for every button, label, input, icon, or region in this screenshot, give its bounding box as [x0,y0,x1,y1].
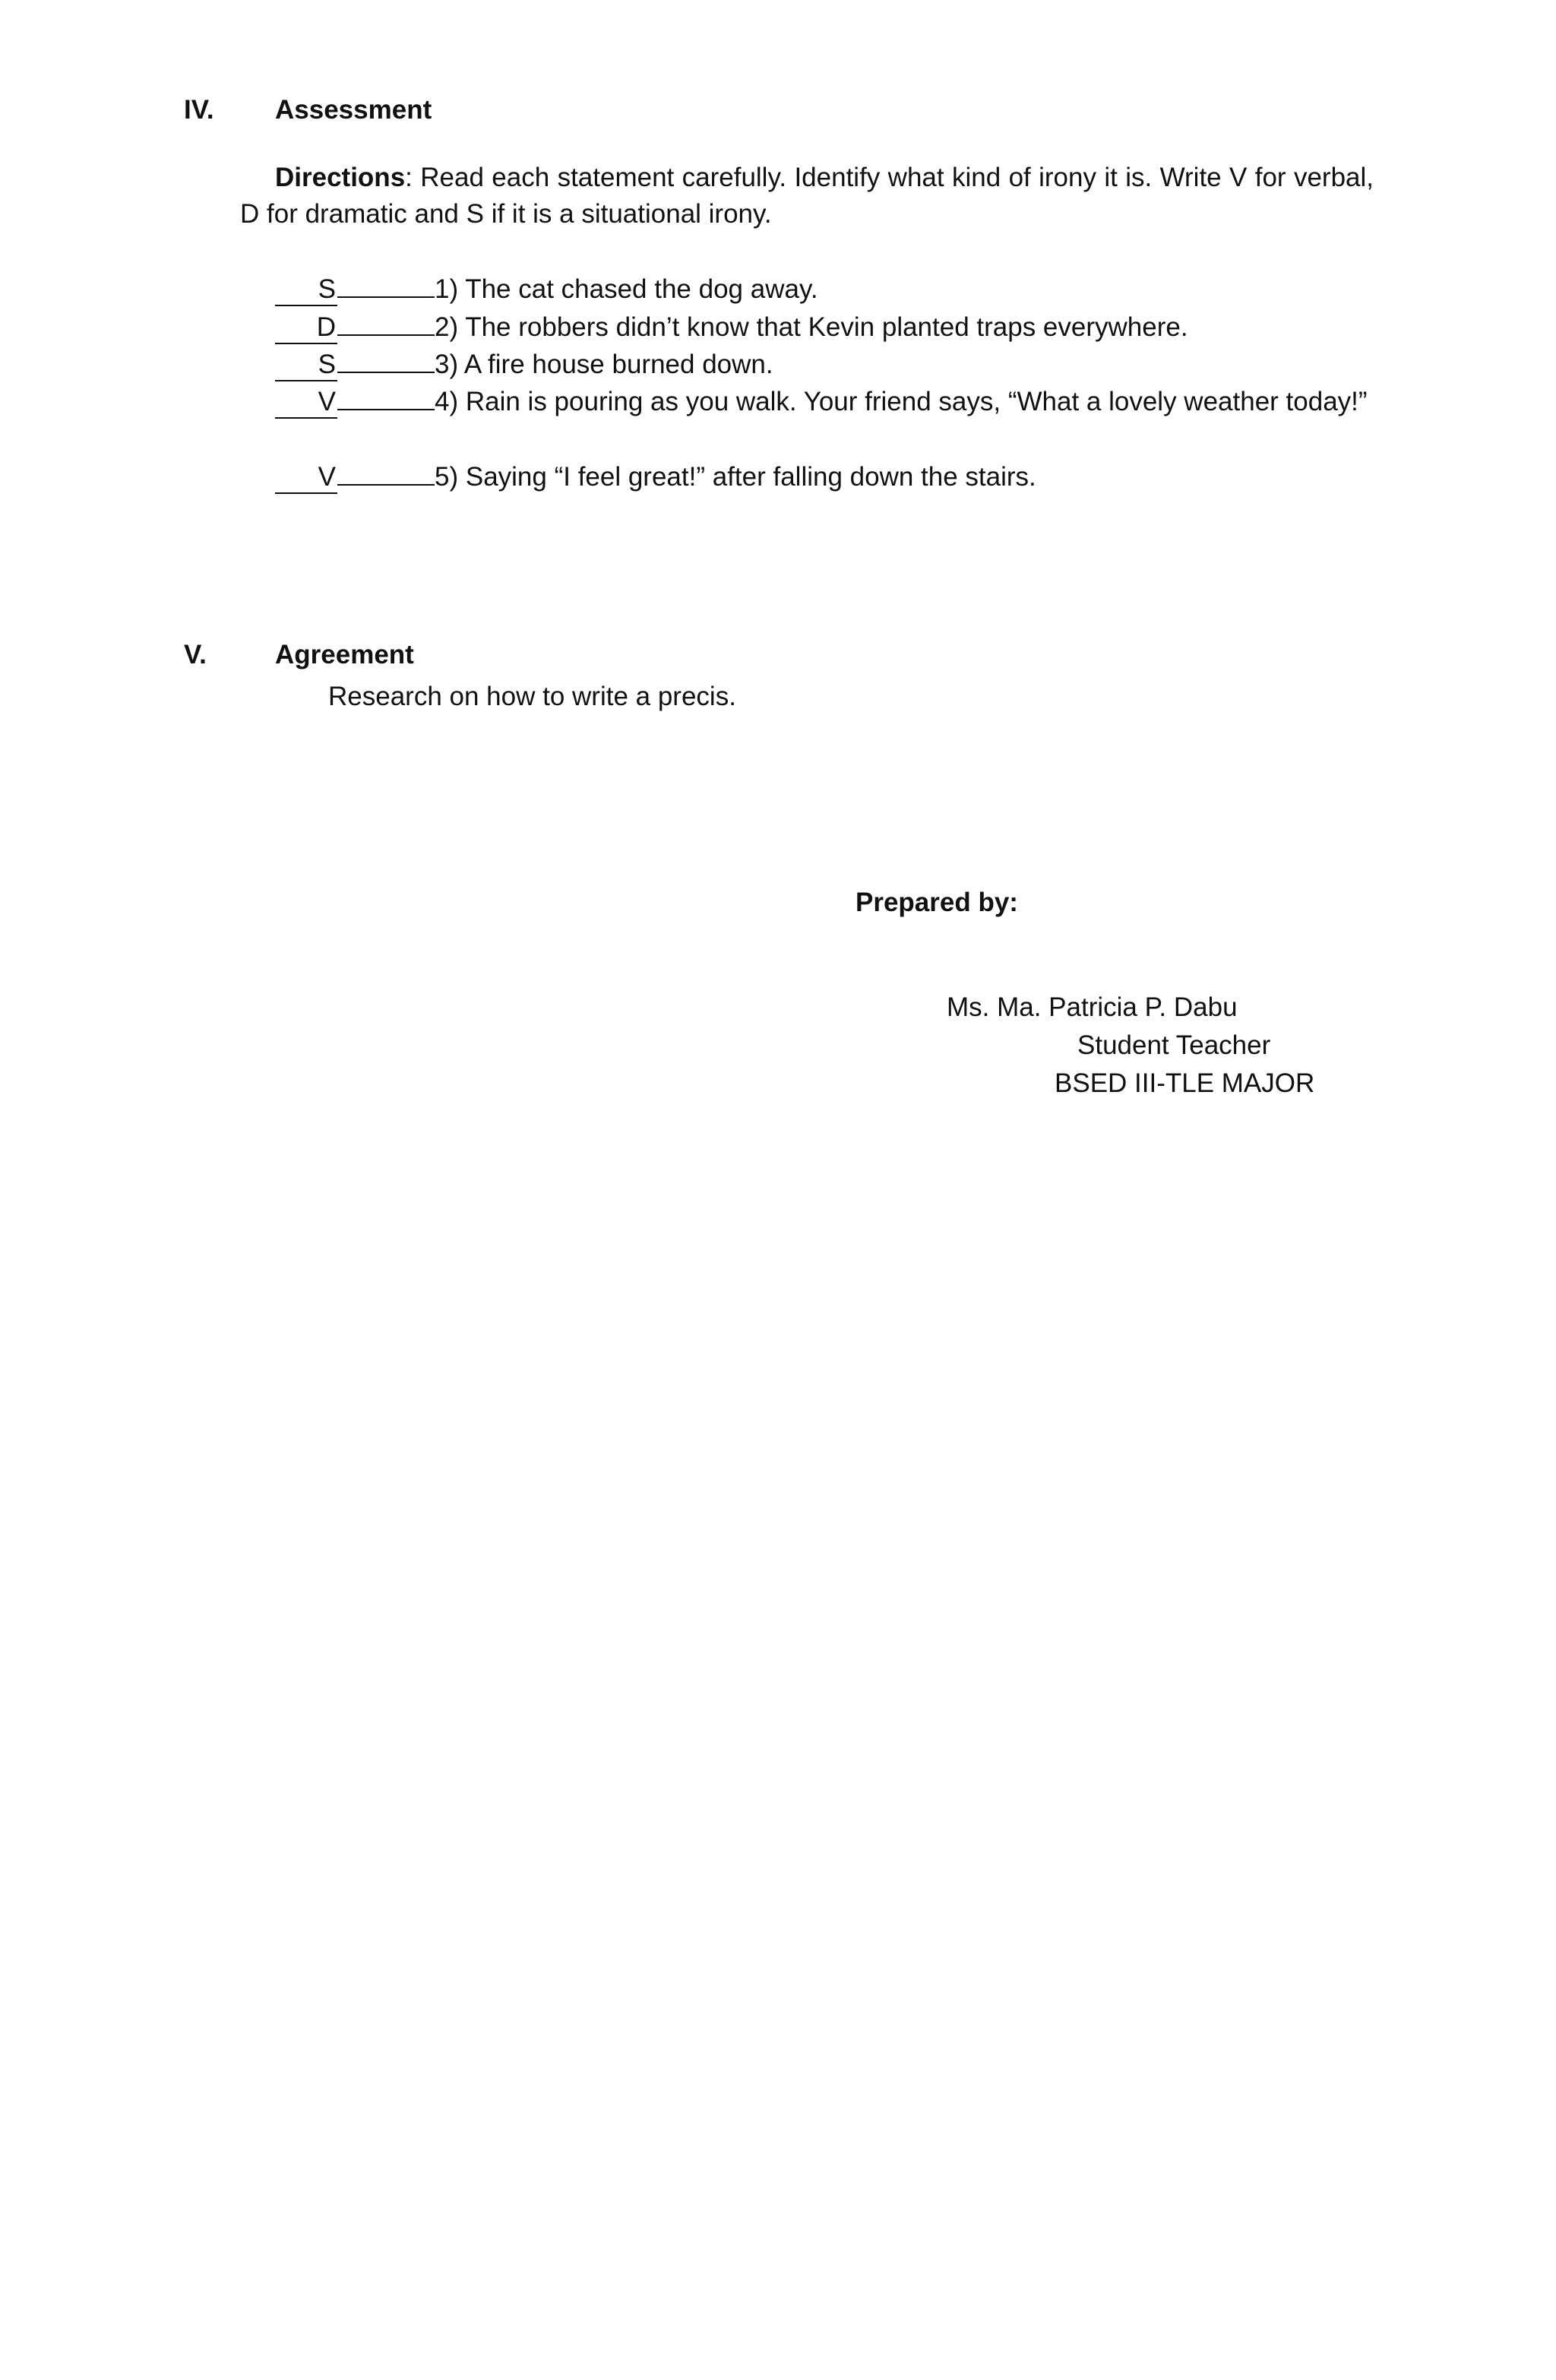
preparer-name: Ms. Ma. Patricia P. Dabu [947,992,1238,1022]
answer-blank: S [275,350,337,381]
section-iv-title: Assessment [275,95,432,125]
answer-blank: D [275,312,337,344]
preparer-program: BSED III-TLE MAJOR [1055,1068,1315,1098]
assessment-item-3 [275,347,1374,383]
answer-blank-tail [337,334,435,336]
item-text: 3) A fire house burned down. [435,350,773,379]
section-v-numeral: V. [184,640,207,669]
answer-blank: V [275,387,337,419]
answer-blank-tail [337,409,435,410]
assessment-item-4 [240,384,1374,420]
directions-text: : Read each statement carefully. Identify what kind of irony it is. Write V for verbal, D for dramatic and S if it is a situational irony. [240,163,1374,229]
agreement-text: Research on how to write a precis. [328,682,736,711]
assessment-item-1 [275,271,1374,308]
item-text: 2) The robbers didn’t know that Kevin planted traps everywhere. [435,312,1188,342]
section-iv-numeral: IV. [184,95,214,125]
answer-blank-tail [337,372,435,373]
answer-blank: V [275,462,337,494]
item-text: 1) The cat chased the dog away. [435,274,818,304]
directions-paragraph [240,160,1374,233]
answer-blank: S [275,274,337,306]
directions-label: Directions [275,163,406,192]
assessment-item-2 [275,309,1374,346]
answer-blank-tail [337,484,435,486]
item-text: 4) Rain is pouring as you walk. Your friend says, “What a lovely weather today!” [435,387,1368,416]
prepared-by-label: Prepared by: [855,888,1018,917]
answer-blank-tail [337,296,435,298]
assessment-item-5 [275,459,1374,495]
section-v-title: Agreement [275,640,414,669]
preparer-role: Student Teacher [1077,1030,1271,1060]
item-text: 5) Saying “I feel great!” after falling down the stairs. [435,462,1036,492]
